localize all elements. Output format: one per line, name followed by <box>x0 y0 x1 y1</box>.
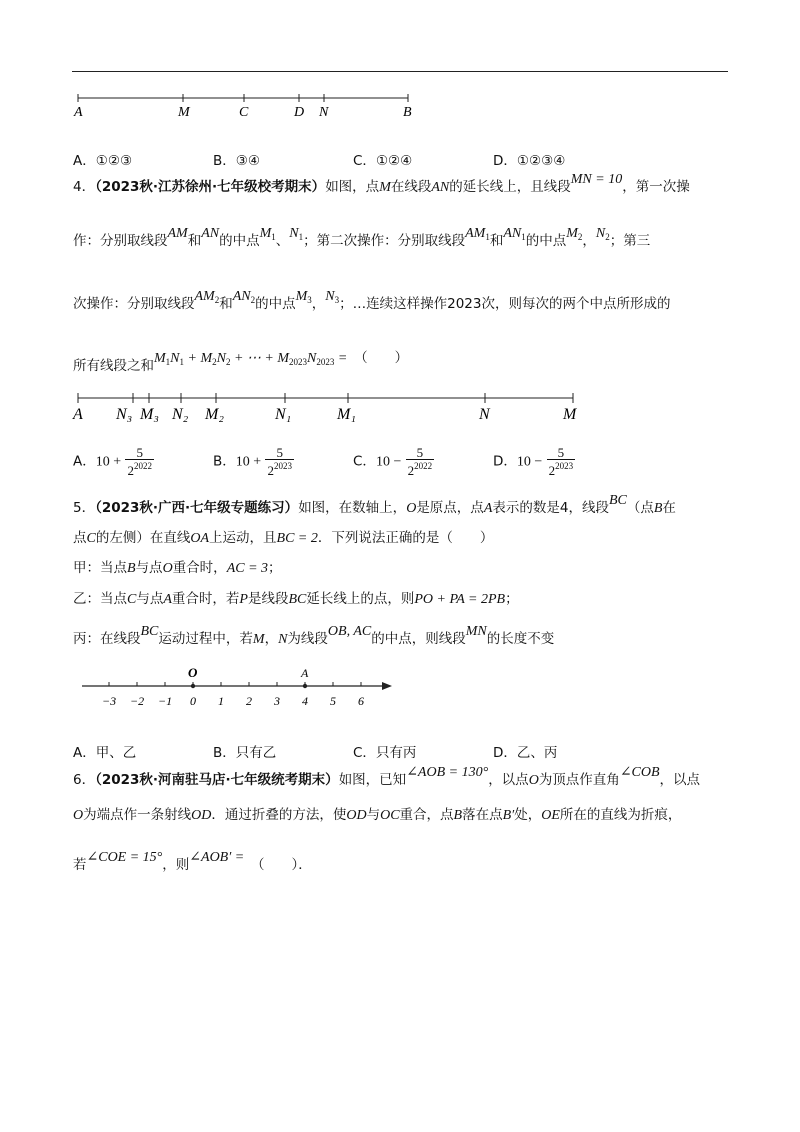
q5-option-a[interactable]: A．甲、乙 <box>73 745 137 761</box>
q6-line-2: O为端点作一条射线OD．通过折叠的方法，使OD与OC重合，点B落在点B′处，OE所在的直线为折痕， <box>73 807 682 823</box>
q4-option-b[interactable]: B．10 + $\frac{5}{2^{2023}}$ <box>213 445 292 478</box>
point-label-m2: M₂ <box>205 406 224 423</box>
axis-tick-label: 3 <box>274 694 280 708</box>
q4-line-2: 作：分别取线段AM和AN的中点$M_1$、$N_1$；第二次操作：分别取线段$AM_1$和$AN_1$的中点$M_2$，$N_2$；第三 <box>73 226 651 249</box>
point-label-m1: M₁ <box>337 406 356 423</box>
q6-line-3: 若∠COE = 15°，则∠AOB′ = （ ）． <box>73 850 312 873</box>
axis-tick-label: 2 <box>246 694 252 708</box>
axis-tick-label: 5 <box>330 694 336 708</box>
q4-option-c[interactable]: C．10 − $\frac{5}{2^{2022}}$ <box>353 445 433 478</box>
axis-tick-label: 6 <box>358 694 364 708</box>
point-label-n: N <box>479 406 490 423</box>
q5-number-line <box>80 664 400 718</box>
q4-line-1: 4．（2023秋·江苏徐州·七年级校考期末）如图，点M在线段AN的延长线上，且线段MN = 10，第一次操 <box>73 172 690 195</box>
q4-segment-figure <box>70 390 590 430</box>
q3-option-b[interactable]: B．③④ <box>213 153 260 169</box>
point-label-d: D <box>294 105 305 120</box>
point-label-c: C <box>239 105 249 120</box>
q4-line-4: 所有线段之和$M_1N_1 + M_2N_2$ + ⋯ + $M_{2023}N_{2023}$ = （ ） <box>73 350 409 374</box>
q5-option-d[interactable]: D．乙、丙 <box>493 745 558 761</box>
point-label-n: N <box>319 105 329 120</box>
q4-option-a[interactable]: A．10 + $\frac{5}{2^{2022}}$ <box>73 445 152 478</box>
axis-tick-label: 1 <box>218 694 224 708</box>
q5-statement-yi: 乙：当点C与点A重合时，若P是线段BC延长线上的点，则PO + PA = 2PB； <box>73 591 519 607</box>
q3-segment-figure <box>70 90 430 126</box>
point-label-a: A <box>73 406 83 423</box>
point-label-m: M <box>563 406 577 423</box>
axis-tick-label: −3 <box>102 694 117 708</box>
axis-tick-label: −2 <box>130 694 145 708</box>
point-label-n3: N₃ <box>116 406 133 423</box>
q5-line-1: 5．（2023秋·广西·七年级专题练习）如图，在数轴上，O是原点，点A表示的数是4，线段BC（点B在 <box>73 493 676 516</box>
point-label-b: B <box>403 105 412 120</box>
q6-line-1: 6．（2023秋·河南驻马店·七年级统考期末）如图，已知∠AOB = 130°，以点O为顶点作直角∠COB，以点 <box>73 765 701 788</box>
q5-statement-bing: 丙：在线段BC运动过程中，若M，N为线段OB, AC的中点，则线段MN的长度不变 <box>73 624 555 647</box>
q3-option-a[interactable]: A．①②③ <box>73 153 133 169</box>
q3-option-d[interactable]: D．①②③④ <box>493 153 566 169</box>
point-label-m3: M₃ <box>140 406 159 423</box>
axis-point-a-label: A <box>301 666 309 680</box>
q5-line-2: 点C的左侧）在直线OA上运动，且BC = 2．下列说法正确的是（ ） <box>73 530 494 546</box>
q4-line-3: 次操作：分别取线段$AM_2$和$AN_2$的中点$M_3$，$N_3$；…连续这样操作2023次，则每次的两个中点所形成的 <box>73 289 671 312</box>
q5-option-c[interactable]: C．只有丙 <box>353 745 417 761</box>
q3-option-c[interactable]: C．①②④ <box>353 153 413 169</box>
point-label-n1: N₁ <box>275 406 292 423</box>
header-rule <box>72 71 728 72</box>
axis-tick-label: 4 <box>302 694 308 708</box>
q5-option-b[interactable]: B．只有乙 <box>213 745 277 761</box>
axis-origin-label: O <box>188 665 198 680</box>
point-label-a: A <box>74 105 83 120</box>
q5-statement-jia: 甲：当点B与点O重合时，AC = 3； <box>73 560 282 576</box>
axis-tick-label: −1 <box>158 694 173 708</box>
axis-tick-label: 0 <box>190 694 196 708</box>
q4-option-d[interactable]: D．10 − $\frac{5}{2^{2023}}$ <box>493 445 574 478</box>
point-label-n2: N₂ <box>172 406 189 423</box>
point-label-m: M <box>178 105 190 120</box>
